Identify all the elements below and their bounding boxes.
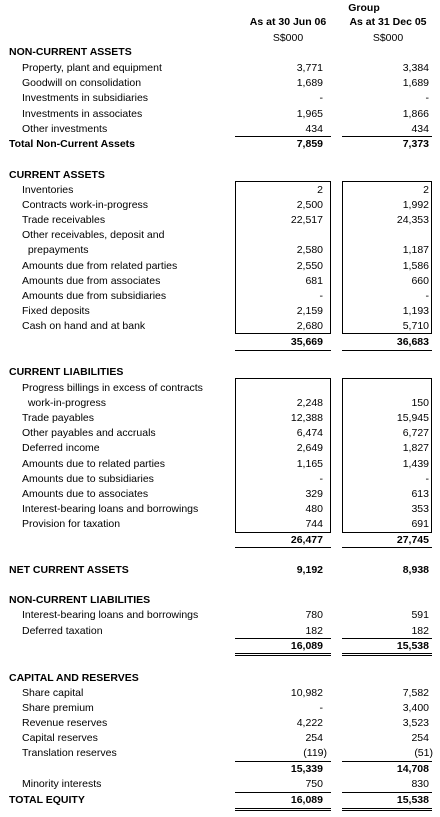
row-value-col1: 2,248 <box>296 397 323 409</box>
row-value-col1: 182 <box>305 625 323 637</box>
total-equity-col2: 15,538 <box>396 794 429 806</box>
subtotal-value-col1: 15,339 <box>290 763 323 775</box>
total-label: Total Non-Current Assets <box>9 138 136 150</box>
divider-line <box>235 350 331 351</box>
unit-label-col2: S$000 <box>372 32 404 44</box>
double-underline <box>342 810 432 811</box>
row-value-col1: 2,550 <box>296 260 323 272</box>
divider-line <box>235 761 331 762</box>
total-value-col1: 26,477 <box>290 534 323 546</box>
row-value-col2: 3,400 <box>402 702 429 714</box>
divider-line <box>235 792 331 793</box>
divider-line <box>342 547 432 548</box>
double-underline <box>235 810 331 811</box>
row-value-col1: 254 <box>305 732 323 744</box>
row-value-col2: 1,193 <box>402 305 429 317</box>
row-label: Amounts due to associates <box>22 488 149 500</box>
row-value-col1: - <box>319 290 323 302</box>
row-label: Interest-bearing loans and borrowings <box>22 503 199 515</box>
row-value-col2: 150 <box>411 397 429 409</box>
row-label: Other receivables, deposit and <box>22 229 165 241</box>
row-value-col2: - <box>425 290 429 302</box>
row-label: work-in-progress <box>22 397 107 409</box>
section-title-non-current-assets: NON-CURRENT ASSETS <box>9 46 132 58</box>
net-current-assets-label: NET CURRENT ASSETS <box>9 564 129 576</box>
row-value-col1: 2,159 <box>296 305 323 317</box>
row-label: Share capital <box>22 687 84 699</box>
divider-line <box>235 136 331 137</box>
row-value-col2: 6,727 <box>402 427 429 439</box>
double-underline <box>235 653 331 654</box>
double-underline <box>235 808 331 809</box>
row-label: Inventories <box>22 184 74 196</box>
row-value-col1: 2,680 <box>296 320 323 332</box>
row-value-col2: 1,827 <box>402 442 429 454</box>
row-value-col1: 744 <box>305 518 323 530</box>
row-value-col1: 329 <box>305 488 323 500</box>
row-label: Cash on hand and at bank <box>22 320 146 332</box>
divider-line <box>342 761 432 762</box>
row-label: Fixed deposits <box>22 305 90 317</box>
row-value-col1: 2,580 <box>296 244 323 256</box>
row-label: Share premium <box>22 702 94 714</box>
row-label: Capital reserves <box>22 732 98 744</box>
row-value-col2: 1,586 <box>402 260 429 272</box>
row-value-col1: 2,649 <box>296 442 323 454</box>
row-value-col2: - <box>425 92 429 104</box>
minority-interests-col2: 830 <box>411 778 429 790</box>
row-value-col2: 5,710 <box>402 320 429 332</box>
row-label: Revenue reserves <box>22 717 108 729</box>
row-value-col1: - <box>319 702 323 714</box>
row-value-col1: 6,474 <box>296 427 323 439</box>
row-label: Progress billings in excess of contracts <box>22 382 203 394</box>
column-header-31-dec-05: As at 31 Dec 05 <box>349 16 427 28</box>
row-label: Amounts due from associates <box>22 275 161 287</box>
row-value-col1: 480 <box>305 503 323 515</box>
row-label: Amounts due from related parties <box>22 260 178 272</box>
divider-line <box>235 638 331 639</box>
total-value-col1: 7,859 <box>296 138 323 150</box>
row-label: Deferred income <box>22 442 100 454</box>
minority-interests-col1: 750 <box>305 778 323 790</box>
row-label: Deferred taxation <box>22 625 103 637</box>
total-value-col2: 7,373 <box>402 138 429 150</box>
divider-line <box>235 547 331 548</box>
row-value-col2: 1,866 <box>402 108 429 120</box>
row-value-col2: 24,353 <box>396 214 429 226</box>
net-current-assets-col2: 8,938 <box>402 564 429 576</box>
row-label: Amounts due to related parties <box>22 458 166 470</box>
row-value-col1: 4,222 <box>296 717 323 729</box>
row-value-col1: 10,982 <box>290 687 323 699</box>
row-value-col2: 3,384 <box>402 62 429 74</box>
row-value-col2: - <box>425 473 429 485</box>
row-value-col2: 1,689 <box>402 77 429 89</box>
double-underline <box>342 655 432 656</box>
row-value-col2: 182 <box>411 625 429 637</box>
total-equity-label: TOTAL EQUITY <box>9 794 85 806</box>
row-label: Amounts due from subsidiaries <box>22 290 167 302</box>
row-value-col2: 1,992 <box>402 199 429 211</box>
divider-line <box>342 136 432 137</box>
row-label: Interest-bearing loans and borrowings <box>22 609 199 621</box>
section-title-current-assets: CURRENT ASSETS <box>9 169 105 181</box>
column-header-30-jun-06: As at 30 Jun 06 <box>249 16 327 28</box>
row-value-col2: 3,523 <box>402 717 429 729</box>
section-title-current-liabilities: CURRENT LIABILITIES <box>9 366 124 378</box>
total-value-col2: 36,683 <box>396 336 429 348</box>
minority-interests-label: Minority interests <box>22 778 102 790</box>
unit-label-col1: S$000 <box>272 32 304 44</box>
row-value-col2: 613 <box>411 488 429 500</box>
row-value-col2: 1,439 <box>402 458 429 470</box>
row-value-col1: 780 <box>305 609 323 621</box>
row-value-col2: 15,945 <box>396 412 429 424</box>
row-value-col1: 3,771 <box>296 62 323 74</box>
row-value-col1: 681 <box>305 275 323 287</box>
row-value-col1: 434 <box>305 123 323 135</box>
divider-line <box>342 792 432 793</box>
row-label: Other payables and accruals <box>22 427 156 439</box>
row-value-col2: 2 <box>423 184 429 196</box>
total-equity-col1: 16,089 <box>290 794 323 806</box>
double-underline <box>235 655 331 656</box>
row-label: Contracts work-in-progress <box>22 199 149 211</box>
row-label: Provision for taxation <box>22 518 121 530</box>
row-label: Investments in subsidiaries <box>22 92 149 104</box>
row-value-col2: 591 <box>411 609 429 621</box>
row-label: Amounts due to subsidiaries <box>22 473 154 485</box>
row-label: Investments in associates <box>22 108 143 120</box>
section-title-non-current-liabilities: NON-CURRENT LIABILITIES <box>9 594 151 606</box>
row-value-col2: 254 <box>411 732 429 744</box>
row-label: Trade receivables <box>22 214 106 226</box>
row-value-col1: 2 <box>317 184 323 196</box>
row-value-col2: 660 <box>411 275 429 287</box>
row-value-col1: 12,388 <box>290 412 323 424</box>
row-label: Translation reserves <box>22 747 117 759</box>
divider-line <box>342 350 432 351</box>
divider-line <box>342 638 432 639</box>
row-value-col1: 1,165 <box>296 458 323 470</box>
total-value-col2: 27,745 <box>396 534 429 546</box>
row-value-col2: 353 <box>411 503 429 515</box>
row-value-col1: - <box>319 473 323 485</box>
total-value-col2: 15,538 <box>396 640 429 652</box>
row-label: Property, plant and equipment <box>22 62 162 74</box>
row-value-col1: - <box>319 92 323 104</box>
total-value-col1: 35,669 <box>290 336 323 348</box>
row-value-col2: 1,187 <box>402 244 429 256</box>
double-underline <box>342 653 432 654</box>
row-value-col2: (51) <box>414 747 433 759</box>
subtotal-value-col2: 14,708 <box>396 763 429 775</box>
section-title-capital-and-reserves: CAPITAL AND RESERVES <box>9 672 139 684</box>
row-value-col2: 434 <box>411 123 429 135</box>
row-label: Other investments <box>22 123 108 135</box>
row-label: prepayments <box>22 244 89 256</box>
row-value-col1: 1,965 <box>296 108 323 120</box>
row-value-col1: 22,517 <box>290 214 323 226</box>
row-value-col2: 691 <box>411 518 429 530</box>
group-header: Group <box>348 2 380 14</box>
double-underline <box>342 808 432 809</box>
row-value-col1: 1,689 <box>296 77 323 89</box>
row-value-col1: (119) <box>303 747 327 759</box>
net-current-assets-col1: 9,192 <box>296 564 323 576</box>
row-value-col1: 2,500 <box>296 199 323 211</box>
row-label: Trade payables <box>22 412 94 424</box>
row-label: Goodwill on consolidation <box>22 77 142 89</box>
row-value-col2: 7,582 <box>402 687 429 699</box>
total-value-col1: 16,089 <box>290 640 323 652</box>
